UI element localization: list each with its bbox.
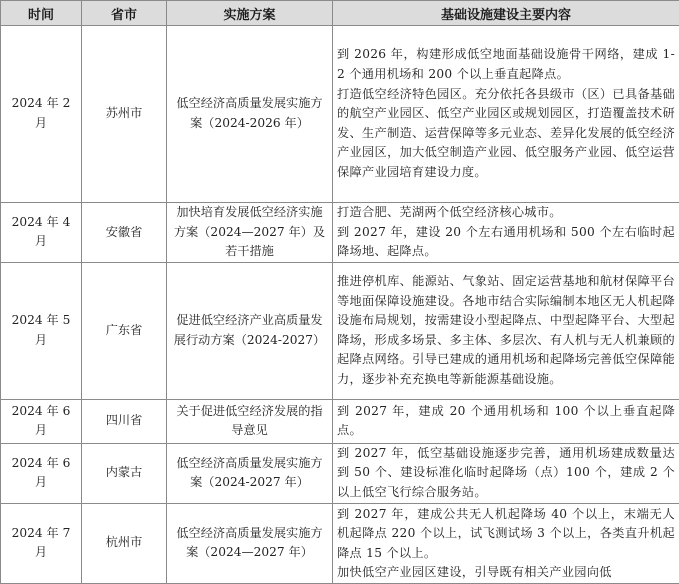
table-row xyxy=(1,503,679,583)
header-time: 时间 xyxy=(1,1,82,26)
plan-cell: 关于促进低空经济发展的指导意见 xyxy=(167,399,333,443)
content-paragraph: 加快低空产业园区建设，引导既有相关产业园向低 xyxy=(337,563,675,583)
plan-cell: 加快培育发展低空经济实施方案（2024—2027 年）及若干措施 xyxy=(167,203,333,263)
content-paragraph: 到 2027 年，建成 20 个通用机场和 100 个以上垂直起降点。 xyxy=(337,402,675,441)
content-paragraph: 打造低空经济特色园区。充分依托各县级市（区）已具备基础的航空产业园区、低空产业园区或规划园区，打造覆盖技术研发、生产制造、运营保障等多元业态、差异化发展的低空经济产业园区，加大低空制造产业园、低空服务产业园、低空运营保障产业园培育建设力度。 xyxy=(337,85,675,183)
table-row xyxy=(1,262,679,399)
plan-cell: 促进低空经济产业高质量发展行动方案（2024-2027） xyxy=(167,262,333,399)
header-row xyxy=(1,1,679,26)
province-cell: 苏州市 xyxy=(82,26,167,203)
content-cell xyxy=(333,503,679,583)
header-plan: 实施方案 xyxy=(167,1,333,26)
time-cell: 2024 年 7 月 xyxy=(1,503,82,583)
time-cell: 2024 年 5 月 xyxy=(1,262,82,399)
time-cell: 2024 年 4 月 xyxy=(1,203,82,263)
province-cell: 安徽省 xyxy=(82,203,167,263)
content-paragraph: 推进停机库、能源站、气象站、固定运营基地和航材保障平台等地面保障设施建设。各地市结合实际编制本地区无人机起降设施布局规划，按需建设小型起降点、中型起降平台、大型起降场，形成多场景、多主体、多层次、有人机与无人机兼顾的起降点网络。引导已建成的通用机场和起降场完善低空保障能力，逐步补充充换电等新能源基础设施。 xyxy=(337,272,675,390)
content-cell xyxy=(333,443,679,503)
plan-cell: 低空经济高质量发展实施方案（2024—2027 年） xyxy=(167,503,333,583)
content-paragraph: 到 2027 年，建成公共无人机起降场 40 个以上，末端无人机起降点 220 个以上，试飞测试场 3 个以上，各类直升机起降点 15 个以上。 xyxy=(337,505,675,564)
province-cell: 四川省 xyxy=(82,399,167,443)
province-cell: 广东省 xyxy=(82,262,167,399)
time-cell: 2024 年 6 月 xyxy=(1,443,82,503)
table-row xyxy=(1,26,679,203)
province-cell: 内蒙古 xyxy=(82,443,167,503)
table-row xyxy=(1,443,679,503)
content-cell xyxy=(333,26,679,203)
content-paragraph: 到 2027 年，低空基础设施逐步完善，通用机场建成数量达到 50 个、建设标准化临时起降场（点）100 个，建成 2 个以上低空飞行综合服务站。 xyxy=(337,444,675,503)
header-province: 省市 xyxy=(82,1,167,26)
table-row xyxy=(1,203,679,263)
plan-cell: 低空经济高质量发展实施方案（2024-2027 年） xyxy=(167,443,333,503)
content-paragraph: 打造合肥、芜湖两个低空经济核心城市。 xyxy=(337,203,675,223)
time-cell: 2024 年 6 月 xyxy=(1,399,82,443)
content-cell xyxy=(333,203,679,263)
content-cell xyxy=(333,262,679,399)
plan-cell: 低空经济高质量发展实施方案（2024-2026 年） xyxy=(167,26,333,203)
content-paragraph: 到 2026 年，构建形成低空地面基础设施骨干网络，建成 1-2 个通用机场和 200 个以上垂直起降点。 xyxy=(337,45,675,84)
table-row xyxy=(1,399,679,443)
province-cell: 杭州市 xyxy=(82,503,167,583)
time-cell: 2024 年 2 月 xyxy=(1,26,82,203)
header-content: 基础设施建设主要内容 xyxy=(333,1,679,26)
content-paragraph: 到 2027 年，建设 20 个左右通用机场和 500 个左右临时起降场地、起降点。 xyxy=(337,223,675,262)
content-cell xyxy=(333,399,679,443)
